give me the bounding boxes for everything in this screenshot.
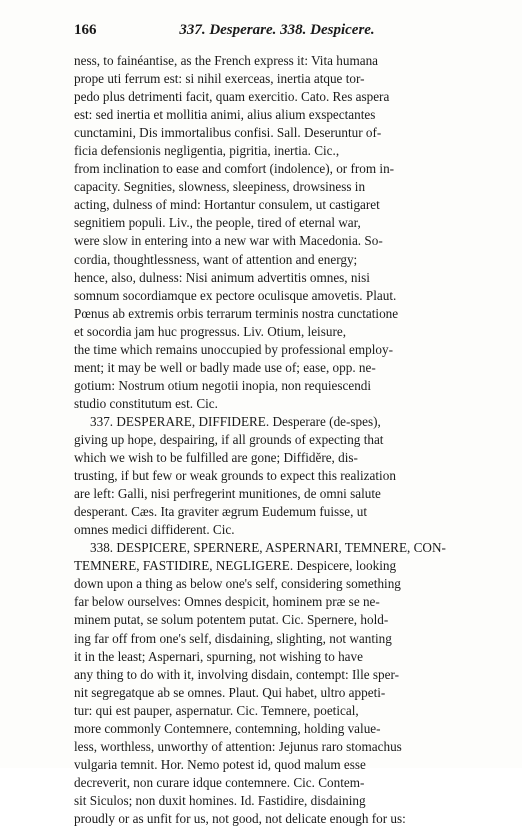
text-line: prope uti ferrum est: si nihil exerceas, inertia atque tor-: [74, 71, 365, 87]
text-line: est: sed inertia et mollitia animi, alius alium exspectantes: [74, 107, 376, 123]
text-line: Pœnus ab extremis orbis terrarum terminis nostra cunctatione: [74, 305, 399, 321]
text-line: et socordia jam huc progressus. Liv. Otium, leisure,: [74, 323, 346, 339]
text-line: it in the least; Aspernari, spurning, not wishing to have: [74, 648, 363, 664]
body-text: [74, 52, 480, 828]
text-line: far below ourselves: Omnes despicit, hominem præ se ne-: [74, 594, 380, 610]
text-line: ficia defensionis negligentia, pigritia, inertia. Cic.,: [74, 143, 340, 159]
text-line: cunctamini, Dis immortalibus confisi. Sall. Deseruntur of-: [74, 125, 382, 141]
text-line: studio constitutum est. Cic.: [74, 395, 218, 411]
text-line: vulgaria temnit. Hor. Nemo potest id, quod malum esse: [74, 756, 366, 772]
paragraph-338-start: 338. DESPICERE, SPERNERE, ASPERNARI, TEMNERE, CON-: [90, 540, 446, 556]
text-line: segnitiem populi. Liv., the people, tired of eternal war,: [74, 215, 361, 231]
text-line: tur: qui est pauper, aspernatur. Cic. Temnere, poetical,: [74, 702, 359, 718]
text-line: gotium: Nostrum otium negotii inopia, non requiescendi: [74, 377, 372, 393]
page-number: 166: [74, 22, 97, 38]
text-line: omnes medici diffiderent. Cic.: [74, 522, 235, 538]
text-line: acting, dulness of mind: Hortantur consulem, ut castigaret: [74, 197, 380, 213]
text-line: ness, to fainéantise, as the French express it: Vita humana: [74, 53, 379, 68]
text-line: desperant. Cæs. Ita graviter ægrum Eudemum fuisse, ut: [74, 504, 367, 520]
text-line: giving up hope, despairing, if all grounds of expecting that: [74, 431, 384, 447]
text-line: TEMNERE, FASTIDIRE, NEGLIGERE. Despicere, looking: [74, 558, 397, 574]
text-line: nit segregatque ab se omnes. Plaut. Qui habet, ultro appeti-: [74, 684, 386, 700]
text-line: proudly or as unfit for us, not good, not delicate enough for us:: [74, 810, 406, 826]
paragraph-337-start: 337. DESPERARE, DIFFIDERE. Desperare (de-spes),: [90, 413, 381, 429]
text-line: were slow in entering into a new war with Macedonia. So-: [74, 233, 383, 249]
text-line: from inclination to ease and comfort (indolence), or from in-: [74, 161, 395, 177]
text-line: cordia, thoughtlessness, want of attention and energy;: [74, 251, 358, 267]
text-line: more commonly Contemnere, contemning, holding value-: [74, 720, 381, 736]
text-line: ment; it may be well or badly made use of; ease, opp. ne-: [74, 359, 376, 375]
text-line: somnum socordiamque ex pectore oculisque amovetis. Plaut.: [74, 287, 397, 303]
text-line: sit Siculos; non duxit homines. Id. Fastidire, disdaining: [74, 792, 366, 808]
text-line: less, worthless, unworthy of attention: Jejunus raro stomachus: [74, 738, 402, 754]
text-line: down upon a thing as below one's self, considering something: [74, 576, 401, 592]
text-line: capacity. Segnities, slowness, sleepiness, drowsiness in: [74, 179, 366, 195]
text-line: the time which remains unoccupied by professional employ-: [74, 341, 393, 357]
text-line: are left: Galli, nisi perfregerint munitiones, de omni salute: [74, 486, 381, 502]
text-line: trusting, if but few or weak grounds to expect this realization: [74, 468, 396, 484]
text-line: pedo plus detrimenti facit, quam exercitio. Cato. Res aspera: [74, 89, 390, 105]
text-line: which we wish to be fulfilled are gone; Diffidĕre, dis-: [74, 450, 358, 466]
text-line: decreverit, non curare idque contemnere. Cic. Contem-: [74, 774, 365, 790]
text-line: ing far off from one's self, disdaining, slighting, not wanting: [74, 630, 392, 646]
text-line: hence, also, dulness: Nisi animum advertitis omnes, nisi: [74, 269, 370, 285]
running-title: 337. Desperare. 338. Despicere.: [179, 22, 375, 38]
running-head: [74, 22, 480, 42]
text-line: minem putat, se solum potentem putat. Cic. Spernere, hold-: [74, 612, 389, 628]
text-line: any thing to do with it, involving disdain, contempt: Ille sper-: [74, 666, 399, 682]
